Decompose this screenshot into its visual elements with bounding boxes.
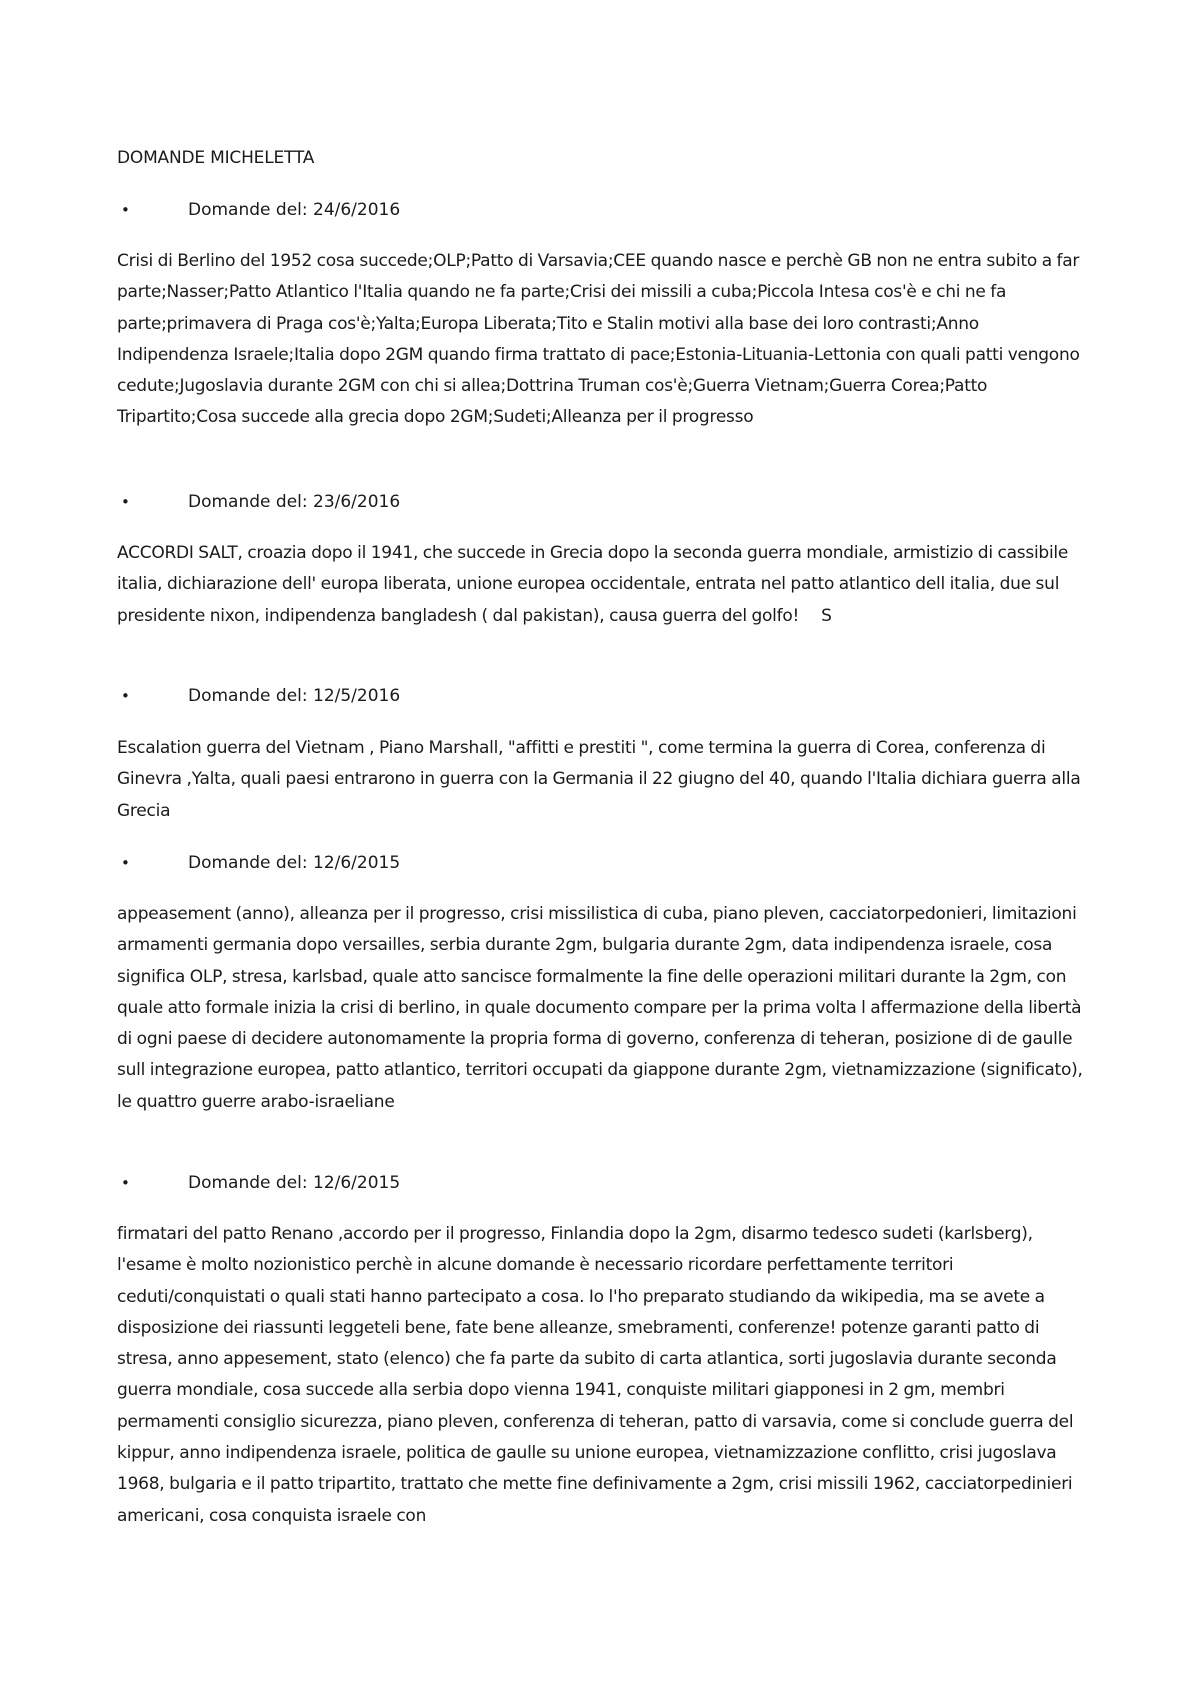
section-heading xyxy=(117,851,1117,875)
section-heading xyxy=(117,198,1117,222)
section-heading-text: Domande del: 12/6/2015 xyxy=(188,1173,401,1193)
section-body: appeasement (anno), alleanza per il progresso, crisi missilistica di cuba, piano pleven, cacciatorpedonieri, limitazioni armamenti germania dopo versailles, serbia durante 2gm, bulgaria durante 2gm, data indipendenza israele, cosa significa OLP, stresa, karlsbad, quale atto sancisce formalmente la fine delle operazioni militari durante la 2gm, con quale atto formale inizia la crisi di berlino, in quale documento compare per la prima volta l affermazione della libertà di ogni paese di decidere autonomamente la propria forma di governo, conferenza di teheran, posizione di de gaulle sull integrazione europea, patto atlantico, territori occupati da giappone durante 2gm, vietnamizzazione (significato), le quattro guerre arabo-israeliane xyxy=(117,904,1083,1112)
section-heading xyxy=(117,490,1117,514)
section-body: Crisi di Berlino del 1952 cosa succede;OLP;Patto di Varsavia;CEE quando nasce e perchè GB non ne entra subito a far parte;Nasser;Patto Atlantico l'Italia quando ne fa parte;Crisi dei missili a cuba;Piccola Intesa cos'è e chi ne fa parte;primavera di Praga cos'è;Yalta;Europa Liberata;Tito e Stalin motivi alla base dei loro contrasti;Anno Indipendenza Israele;Italia dopo 2GM quando firma trattato di pace;Estonia-Lituania-Lettonia con quali patti vengono cedute;Jugoslavia durante 2GM con chi si allea;Dottrina Truman cos'è;Guerra Vietnam;Guerra Corea;Patto Tripartito;Cosa succede alla grecia dopo 2GM;Sudeti;Alleanza per il progresso xyxy=(117,251,1080,428)
section-heading-text: Domande del: 12/6/2015 xyxy=(188,853,401,873)
section-heading-text: Domande del: 12/5/2016 xyxy=(188,686,401,706)
section-body: Escalation guerra del Vietnam , Piano Marshall, "affitti e prestiti ", come termina la guerra di Corea, conferenza di Ginevra ,Yalta, quali paesi entrarono in guerra con la Germania il 22 giugno del 40, quando l'Italia dichiara guerra alla Grecia xyxy=(117,738,1081,821)
section-heading-text: Domande del: 24/6/2016 xyxy=(188,200,401,220)
document-title: DOMANDE MICHELETTA xyxy=(117,148,315,168)
section-body-text: ACCORDI SALT, croazia dopo il 1941, che succede in Grecia dopo la seconda guerra mondiale, armistizio di cassibile italia, dichiarazione dell' europa liberata, unione europea occidentale, entrata nel patto atlantico dell italia, due sul presidente nixon, indipendenza bangladesh ( dal pakistan), causa guerra del golfo! xyxy=(117,543,1069,626)
section-trailing-text: S xyxy=(821,605,832,626)
section-heading xyxy=(117,684,1117,708)
bullet-icon: • xyxy=(121,687,130,705)
section-heading xyxy=(117,1171,1117,1195)
bullet-icon: • xyxy=(121,201,130,219)
bullet-icon: • xyxy=(121,854,130,872)
section-body xyxy=(117,538,1090,632)
bullet-icon: • xyxy=(121,493,130,511)
section-body: firmatari del patto Renano ,accordo per il progresso, Finlandia dopo la 2gm, disarmo tedesco sudeti (karlsberg), l'esame è molto nozionistico perchè in alcune domande è necessario ricordare perfettamente territori ceduti/conquistati o quali stati hanno partecipato a cosa. Io l'ho preparato studiando da wikipedia, ma se avete a disposizione dei riassunti leggeteli bene, fate bene alleanze, smebramenti, conferenze! potenze garanti patto di stresa, anno appesement, stato (elenco) che fa parte da subito di carta atlantica, sorti jugoslavia durante seconda guerra mondiale, cosa succede alla serbia dopo vienna 1941, conquiste militari giapponesi in 2 gm, membri permamenti consiglio sicurezza, piano pleven, conferenza di teheran, patto di varsavia, come si conclude guerra del kippur, anno indipendenza israele, politica de gaulle su unione europea, vietnamizzazione conflitto, crisi jugoslava 1968, bulgaria e il patto tripartito, trattato che mette fine definivamente a 2gm, crisi missili 1962, cacciatorpedinieri americani, cosa conquista israele con xyxy=(117,1224,1074,1526)
bullet-icon: • xyxy=(121,1174,130,1192)
section-heading-text: Domande del: 23/6/2016 xyxy=(188,492,401,512)
